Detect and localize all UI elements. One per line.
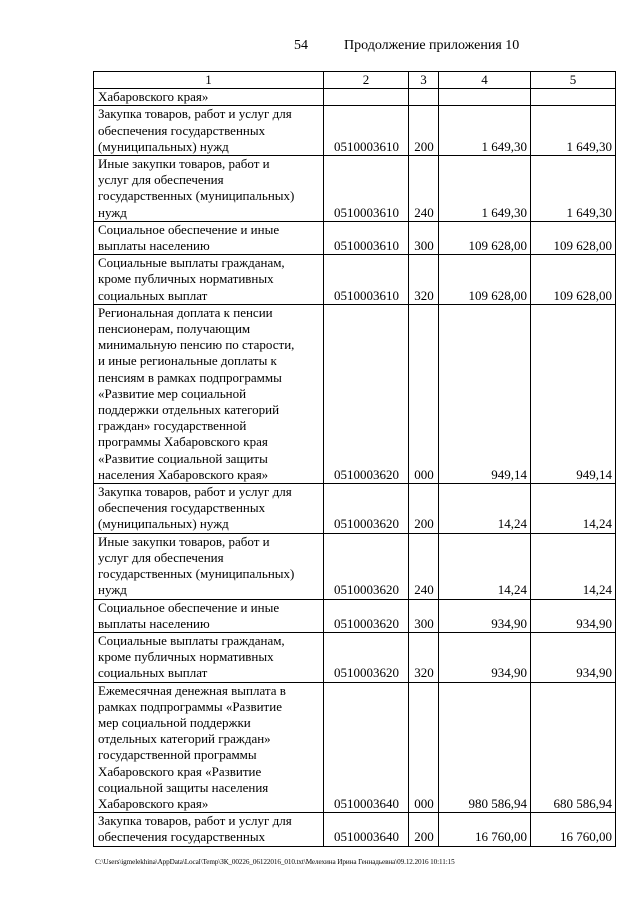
expense-type-cell: 200 bbox=[409, 484, 439, 534]
expense-name-cell: Закупка товаров, работ и услуг для обеспечения государственных (муниципальных) нужд bbox=[94, 484, 324, 534]
expense-type-cell: 300 bbox=[409, 221, 439, 254]
amount-cell: 109 628,00 bbox=[531, 221, 616, 254]
document-path-footer: C:\Users\igmelekhina\AppData\Local\Temp\ЗК_00226_06122016_010.txt\Мелехина Ирина Геннадьевна\09.12.2016 10:11:15 bbox=[95, 858, 455, 866]
amount-cell: 1 649,30 bbox=[439, 106, 531, 156]
table-row bbox=[94, 156, 616, 222]
table-row bbox=[94, 484, 616, 534]
target-code-cell: 0510003640 bbox=[324, 813, 409, 846]
expense-name-cell: Социальное обеспечение и иные выплаты населению bbox=[94, 599, 324, 632]
amount-cell bbox=[531, 89, 616, 106]
amount-cell: 1 649,30 bbox=[531, 106, 616, 156]
column-number: 1 bbox=[94, 72, 324, 89]
amount-cell: 14,24 bbox=[439, 484, 531, 534]
amount-cell: 1 649,30 bbox=[439, 156, 531, 222]
expense-name-cell: Региональная доплата к пенсии пенсионерам, получающим минимальную пенсию по старости, и иные региональные доплаты к пенсиям в рамках подпрограммы «Развитие мер социальной поддержки отдельных категорий граждан» государственной программы Хабаровского края «Развитие социальной защиты населения Хабаровского края» bbox=[94, 304, 324, 483]
table-row bbox=[94, 632, 616, 682]
amount-cell: 109 628,00 bbox=[439, 255, 531, 305]
expense-type-cell: 200 bbox=[409, 813, 439, 846]
column-number: 3 bbox=[409, 72, 439, 89]
amount-cell: 934,90 bbox=[531, 599, 616, 632]
expense-name-cell: Закупка товаров, работ и услуг для обеспечения государственных bbox=[94, 813, 324, 846]
expense-type-cell: 240 bbox=[409, 533, 439, 599]
table-row bbox=[94, 304, 616, 483]
expense-type-cell: 320 bbox=[409, 255, 439, 305]
expense-name-cell: Закупка товаров, работ и услуг для обеспечения государственных (муниципальных) нужд bbox=[94, 106, 324, 156]
budget-table bbox=[93, 71, 616, 847]
table-row bbox=[94, 682, 616, 813]
expense-name-cell: Социальные выплаты гражданам, кроме публичных нормативных социальных выплат bbox=[94, 255, 324, 305]
target-code-cell: 0510003620 bbox=[324, 632, 409, 682]
amount-cell: 934,90 bbox=[531, 632, 616, 682]
expense-name-cell: Иные закупки товаров, работ и услуг для обеспечения государственных (муниципальных) нужд bbox=[94, 533, 324, 599]
table-row bbox=[94, 813, 616, 846]
amount-cell: 14,24 bbox=[531, 533, 616, 599]
amount-cell: 680 586,94 bbox=[531, 682, 616, 813]
amount-cell: 949,14 bbox=[531, 304, 616, 483]
expense-name-cell: Ежемесячная денежная выплата в рамках подпрограммы «Развитие мер социальной поддержки отдельных категорий граждан» государственной программы Хабаровского края «Развитие социальной защиты населения Хабаровского края» bbox=[94, 682, 324, 813]
target-code-cell bbox=[324, 89, 409, 106]
expense-type-cell bbox=[409, 89, 439, 106]
amount-cell: 14,24 bbox=[531, 484, 616, 534]
amount-cell: 980 586,94 bbox=[439, 682, 531, 813]
target-code-cell: 0510003620 bbox=[324, 304, 409, 483]
amount-cell: 16 760,00 bbox=[439, 813, 531, 846]
target-code-cell: 0510003620 bbox=[324, 484, 409, 534]
page-title: Продолжение приложения 10 bbox=[344, 38, 520, 53]
budget-table-body bbox=[94, 72, 616, 847]
table-row bbox=[94, 599, 616, 632]
amount-cell: 109 628,00 bbox=[531, 255, 616, 305]
amount-cell: 14,24 bbox=[439, 533, 531, 599]
expense-type-cell: 200 bbox=[409, 106, 439, 156]
amount-cell: 1 649,30 bbox=[531, 156, 616, 222]
expense-name-cell: Социальное обеспечение и иные выплаты населению bbox=[94, 221, 324, 254]
table-row bbox=[94, 533, 616, 599]
target-code-cell: 0510003620 bbox=[324, 533, 409, 599]
table-row bbox=[94, 106, 616, 156]
expense-type-cell: 320 bbox=[409, 632, 439, 682]
expense-type-cell: 000 bbox=[409, 304, 439, 483]
page-header bbox=[0, 38, 640, 58]
amount-cell: 16 760,00 bbox=[531, 813, 616, 846]
expense-name-cell: Хабаровского края» bbox=[94, 89, 324, 106]
target-code-cell: 0510003610 bbox=[324, 221, 409, 254]
page-number: 54 bbox=[294, 38, 308, 53]
column-number: 4 bbox=[439, 72, 531, 89]
amount-cell: 934,90 bbox=[439, 599, 531, 632]
expense-type-cell: 300 bbox=[409, 599, 439, 632]
expense-name-cell: Иные закупки товаров, работ и услуг для обеспечения государственных (муниципальных) нужд bbox=[94, 156, 324, 222]
expense-type-cell: 240 bbox=[409, 156, 439, 222]
column-number: 5 bbox=[531, 72, 616, 89]
target-code-cell: 0510003610 bbox=[324, 156, 409, 222]
column-number: 2 bbox=[324, 72, 409, 89]
table-row bbox=[94, 255, 616, 305]
amount-cell: 934,90 bbox=[439, 632, 531, 682]
expense-type-cell: 000 bbox=[409, 682, 439, 813]
table-row bbox=[94, 89, 616, 106]
amount-cell: 109 628,00 bbox=[439, 221, 531, 254]
target-code-cell: 0510003640 bbox=[324, 682, 409, 813]
column-number-row bbox=[94, 72, 616, 89]
amount-cell: 949,14 bbox=[439, 304, 531, 483]
expense-name-cell: Социальные выплаты гражданам, кроме публичных нормативных социальных выплат bbox=[94, 632, 324, 682]
target-code-cell: 0510003610 bbox=[324, 255, 409, 305]
target-code-cell: 0510003620 bbox=[324, 599, 409, 632]
target-code-cell: 0510003610 bbox=[324, 106, 409, 156]
table-row bbox=[94, 221, 616, 254]
amount-cell bbox=[439, 89, 531, 106]
